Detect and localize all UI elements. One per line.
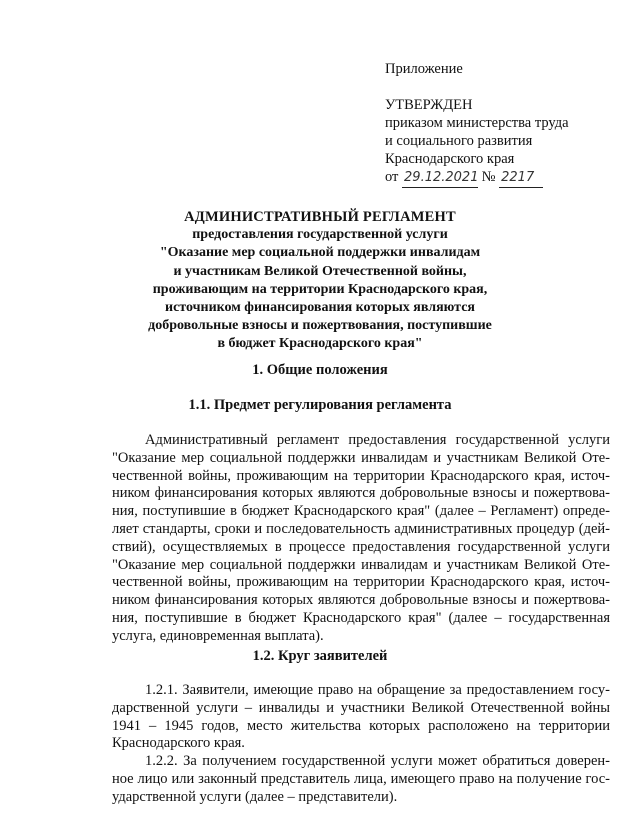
paragraph-line: "Оказание мер социальной поддержки инвалидам и участникам Великой Оте-: [112, 449, 610, 466]
approved-label: УТВЕРЖДЕН: [385, 97, 473, 113]
paragraph-line: чественной войны, проживающим на территории Краснодарского края, источ-: [112, 574, 610, 591]
paragraph-1-1: [112, 432, 610, 646]
section-1-heading: 1. Общие положения: [252, 362, 388, 378]
order-line-2: и социального развития: [385, 133, 533, 149]
handwritten-date: 29.12.2021: [402, 169, 478, 188]
paragraph-1-2-2: [112, 753, 610, 806]
paragraph-line: услуга, единовременная выплата).: [112, 627, 324, 644]
paragraph-line: ником финансирования которых являются добровольные взносы и пожертвова-: [112, 592, 610, 609]
section-1-2-heading: 1.2. Круг заявителей: [252, 648, 388, 664]
paragraph-line: ния, поступившие в бюджет Краснодарского края" (далее – государственная: [112, 609, 610, 626]
paragraph-line: ное лицо или законный представитель лица, имеющего право на получение гос-: [112, 770, 610, 787]
paragraph-line: ником финансирования которых являются добровольные взносы и пожертвова-: [112, 485, 610, 502]
paragraph-1-2-1: [112, 682, 610, 753]
appendix-label: Приложение: [385, 61, 463, 77]
paragraph-line: ляет стандарты, сроки и последовательность административных процедур (дей-: [112, 520, 610, 537]
paragraph-line: дарственной услуги – инвалиды и участники Великой Отечественной войны: [112, 699, 610, 716]
handwritten-number: 2217: [499, 169, 543, 188]
number-sign: №: [481, 169, 496, 185]
title-line-6: добровольные взносы и пожертвования, поступившие: [148, 318, 492, 334]
section-1-1-heading: 1.1. Предмет регулирования регламента: [188, 397, 452, 413]
paragraph-line: ния, поступившие в бюджет Краснодарского края" (далее – Регламент) опреде-: [112, 503, 610, 520]
paragraph-line: 1.2.1. Заявители, имеющие право на обращение за предоставлением госу-: [145, 682, 610, 698]
title-line-4: проживающим на территории Краснодарского края,: [152, 281, 488, 297]
paragraph-line: 1.2.2. За получением государственной услуги может обратиться доверен-: [145, 753, 610, 769]
title-line-3: и участникам Великой Отечественной войны,: [173, 263, 467, 279]
paragraph-line: Краснодарского края.: [112, 735, 245, 752]
title-line-5: источником финансирования которых являются: [165, 300, 475, 316]
date-prefix: от: [385, 169, 399, 185]
title-line-2: "Оказание мер социальной поддержки инвалидам: [159, 245, 481, 261]
order-line-1: приказом министерства труда: [385, 115, 569, 131]
title-line-7: в бюджет Краснодарского края": [217, 336, 423, 352]
title-line-1: предоставления государственной услуги: [192, 227, 448, 243]
paragraph-line: Административный регламент предоставления государственной услуги: [145, 432, 610, 448]
document-title: [0, 208, 640, 354]
paragraph-line: ствий), осуществляемых в процессе предоставления государственной услуги: [112, 538, 610, 555]
paragraph-line: "Оказание мер социальной поддержки инвалидам и участникам Великой Оте-: [112, 556, 610, 573]
paragraph-line: чественной войны, проживающим на территории Краснодарского края, источ-: [112, 467, 610, 484]
title-main: АДМИНИСТРАТИВНЫЙ РЕГЛАМЕНТ: [184, 209, 456, 225]
approval-block: [385, 60, 569, 188]
order-line-3: Краснодарского края: [385, 151, 515, 167]
order-date-line: [385, 168, 569, 188]
paragraph-line: ударственной услуги (далее – представители).: [112, 788, 398, 805]
paragraph-line: 1941 – 1945 годов, место жительства которых расположено на территории: [112, 717, 610, 734]
